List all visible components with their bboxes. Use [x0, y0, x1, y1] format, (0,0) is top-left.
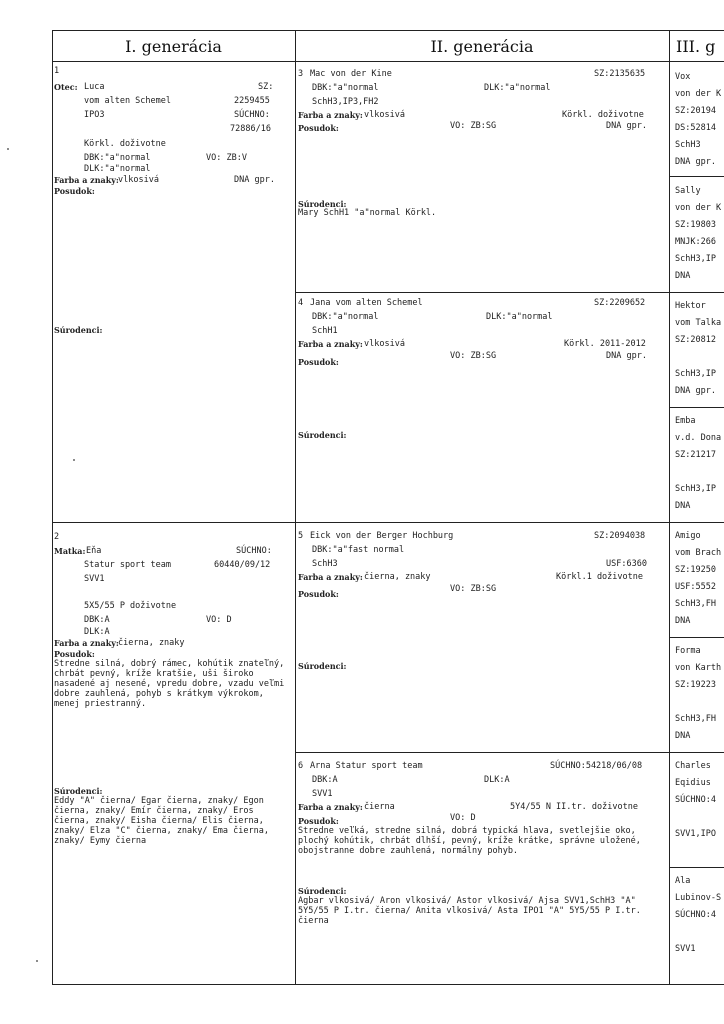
sire-sz: 2259455 — [234, 96, 270, 106]
gen3-dna: DNA — [675, 731, 691, 741]
gen3-kennel: von der K — [675, 89, 722, 99]
dam-surodenci-label: Súrodenci: — [54, 786, 103, 796]
gen3-name: Sally — [675, 186, 701, 196]
gen3-reg: SZ:19223 — [675, 680, 716, 690]
g5-usf: USF:6360 — [606, 559, 647, 569]
dam-posudok-label: Posudok: — [54, 649, 95, 659]
scan-speck — [7, 148, 9, 150]
sire-kennel: vom alten Schemel — [84, 96, 171, 106]
g5-korkl: Körkl.1 doživotne — [556, 572, 643, 582]
g6-code: SVV1 — [312, 789, 333, 799]
dam-posudok: Stredne silná, dobrý rámec, kohútik znateľný, chrbát pevný, kríže kratšie, uši široko nasadené aj nesené, vpredu dobre, vzadu veľmi dobre zauhlená, pohyb s krátkym výkrokom, menej priestranný. — [54, 659, 285, 709]
sire-label: Otec: — [54, 82, 78, 92]
sire-name: Luca — [84, 82, 105, 92]
g4-number: 4 — [298, 298, 304, 308]
g3-vo: VO: ZB:SG — [450, 121, 497, 131]
dam-suchno: 60440/09/12 — [214, 560, 271, 570]
gen3-kennel: vom Talka — [675, 318, 722, 328]
g3-dbk: DBK:"a"normal — [312, 83, 379, 93]
gen3-dna: DNA — [675, 616, 691, 626]
g4-dbk: DBK:"a"normal — [312, 312, 379, 322]
g4-name: Jana vom alten Schemel — [310, 298, 423, 308]
gen2-divider-b — [295, 522, 669, 523]
gen3-name: Amigo — [675, 531, 701, 541]
header-divider — [52, 61, 724, 62]
g3-number: 3 — [298, 69, 304, 79]
gen3-titles: SchH3,IP — [675, 254, 716, 264]
sire-suchno: 72886/16 — [230, 124, 271, 134]
gen3-name: Charles — [675, 761, 711, 771]
column-divider-1 — [295, 30, 296, 985]
gen3-reg2: DS:52814 — [675, 123, 716, 133]
g6-farba-label: Farba a znaky: — [298, 802, 363, 812]
gen3-reg: SZ:19803 — [675, 220, 716, 230]
g5-sz: SZ:2094038 — [594, 531, 646, 541]
dam-farba-label: Farba a znaky: — [54, 638, 119, 648]
g6-suchno: SÚCHNO:54218/06/08 — [550, 761, 643, 771]
g5-name: Eick von der Berger Hochburg — [310, 531, 454, 541]
table-border-left — [52, 30, 53, 985]
g5-farba: čierna, znaky — [364, 572, 431, 582]
gen3-titles: SchH3 — [675, 140, 701, 150]
gen3-reg: SÚCHNO:4 — [675, 795, 716, 805]
g4-farba-label: Farba a znaky: — [298, 339, 363, 349]
gen3-kennel: von der K — [675, 203, 722, 213]
g3-dlk: DLK:"a"normal — [484, 83, 551, 93]
g6-number: 6 — [298, 761, 304, 771]
g6-posudok-label: Posudok: — [298, 816, 339, 826]
gen3-reg: SZ:21217 — [675, 450, 716, 460]
gen1-divider — [52, 522, 295, 523]
gen3-dna: DNA — [675, 501, 691, 511]
g3-farba: vlkosivá — [364, 110, 405, 120]
gen3-kennel: Eqidius — [675, 778, 711, 788]
g4-korkl: Körkl. 2011-2012 — [564, 339, 646, 349]
sire-number: 1 — [54, 66, 60, 76]
sire-korkl: Körkl. doživotne — [84, 139, 166, 149]
gen3-titles: SVV1 — [675, 944, 696, 954]
g6-surodenci: Agbar vlkosivá/ Aron vlkosivá/ Astor vlkosivá/ Ajsa SVV1,SchH3 "A" 5Y5/55 P I.tr. čierna/ Anita vlkosivá/ Asta IPO1 "A" 5Y5/55 P I.tr. čierna — [298, 896, 641, 926]
gen3-kennel: Lubinov-S — [675, 893, 722, 903]
sire-dna: DNA gpr. — [234, 175, 275, 185]
gen3-kennel: von Karth — [675, 663, 722, 673]
g3-korkl: Körkl. doživotne — [562, 110, 644, 120]
g3-farba-label: Farba a znaky: — [298, 110, 363, 120]
g5-dbk: DBK:"a"fast normal — [312, 545, 405, 555]
sire-posudok-label: Posudok: — [54, 186, 95, 196]
sire-vo: VO: ZB:V — [206, 153, 247, 163]
header-gen3: III. g — [676, 36, 716, 56]
gen3-titles: SVV1,IPO — [675, 829, 716, 839]
table-border-bottom — [52, 984, 724, 985]
g6-name: Arna Statur sport team — [310, 761, 423, 771]
g6-posudok: Stredne veľká, stredne silná, dobrá typická hlava, svetlejšie oko, plochý kohútik, chrbát dlhší, pevný, kríže krátke, správne uložené, obojstranne dobre zauhlená, normálny pohyb. — [298, 826, 641, 856]
g5-farba-label: Farba a znaky: — [298, 572, 363, 582]
g3-surodenci-label: Súrodenci: — [298, 199, 347, 209]
g5-surodenci-label: Súrodenci: — [298, 661, 347, 671]
scan-speck — [73, 459, 75, 461]
g4-dna: DNA gpr. — [606, 351, 647, 361]
gen3-reg2: MNJK:266 — [675, 237, 716, 247]
g6-rating: 5Y4/55 N II.tr. doživotne — [510, 802, 638, 812]
gen3-reg: SZ:20194 — [675, 106, 716, 116]
gen2-divider-c — [295, 752, 669, 753]
sire-farba-label: Farba a znaky: — [54, 175, 119, 185]
g4-vo: VO: ZB:SG — [450, 351, 497, 361]
gen3-titles: SchH3,IP — [675, 484, 716, 494]
g4-sz: SZ:2209652 — [594, 298, 646, 308]
gen2-divider-a — [295, 292, 669, 293]
g5-code: SchH3 — [312, 559, 338, 569]
g5-number: 5 — [298, 531, 304, 541]
gen3-column — [671, 62, 724, 984]
sire-code: IPO3 — [84, 110, 105, 120]
g4-farba: vlkosivá — [364, 339, 405, 349]
sire-sz-label: SZ: — [258, 82, 274, 92]
gen3-titles: SchH3,FH — [675, 714, 716, 724]
g3-code: SchH3,IP3,FH2 — [312, 97, 379, 107]
sire-dbk: DBK:"a"normal — [84, 153, 151, 163]
gen3-titles: SchH3,FH — [675, 599, 716, 609]
g4-posudok-label: Posudok: — [298, 357, 339, 367]
dam-name: Eňa — [86, 546, 102, 556]
gen3-reg: SZ:19250 — [675, 565, 716, 575]
sire-surodenci-label: Súrodenci: — [54, 325, 103, 335]
dam-rating: 5X5/55 P doživotne — [84, 601, 177, 611]
g6-vo: VO: D — [450, 813, 476, 823]
column-divider-2 — [669, 30, 670, 985]
dam-dbk: DBK:A — [84, 615, 110, 625]
gen3-name: Forma — [675, 646, 701, 656]
sire-suchno-label: SÚCHNO: — [234, 110, 270, 120]
gen3-reg: SÚCHNO:4 — [675, 910, 716, 920]
g4-dlk: DLK:"a"normal — [486, 312, 553, 322]
dam-kennel: Statur sport team — [84, 560, 171, 570]
gen3-reg: SZ:20812 — [675, 335, 716, 345]
dam-farba: čierna, znaky — [118, 638, 185, 648]
scan-speck — [36, 960, 38, 962]
dam-code: SVV1 — [84, 574, 105, 584]
gen3-dna: DNA — [675, 271, 691, 281]
g3-dna: DNA gpr. — [606, 121, 647, 131]
header-gen1: I. generácia — [125, 36, 222, 56]
gen3-kennel: v.d. Dona — [675, 433, 722, 443]
g5-posudok-label: Posudok: — [298, 589, 339, 599]
dam-number: 2 — [54, 532, 60, 542]
g6-dbk: DBK:A — [312, 775, 338, 785]
gen3-reg2: USF:5552 — [675, 582, 716, 592]
dam-label: Matka: — [54, 546, 86, 556]
g3-surodenci: Mary SchH1 "a"normal Körkl. — [298, 208, 437, 218]
gen3-name: Hektor — [675, 301, 706, 311]
g6-farba: čierna — [364, 802, 395, 812]
header-gen2: II. generácia — [430, 36, 534, 56]
g3-sz: SZ:2135635 — [594, 69, 646, 79]
gen3-name: Ala — [675, 876, 691, 886]
dam-surodenci: Eddy "A" čierna/ Egar čierna, znaky/ Egon čierna, znaky/ Emír čierna, znaky/ Eros čierna, znaky/ Eisha čierna/ Elis čierna, znaky/ Elza "C" čierna, znaky/ Ema čierna, znaky/ Eymy čierna — [54, 796, 269, 846]
dam-vo: VO: D — [206, 615, 232, 625]
g6-surodenci-label: Súrodenci: — [298, 886, 347, 896]
g4-surodenci-label: Súrodenci: — [298, 430, 347, 440]
g3-posudok-label: Posudok: — [298, 123, 339, 133]
gen3-dna: DNA gpr. — [675, 386, 716, 396]
dam-suchno-label: SÚCHNO: — [236, 546, 272, 556]
sire-dlk: DLK:"a"normal — [84, 164, 151, 174]
gen3-name: Emba — [675, 416, 696, 426]
g6-dlk: DLK:A — [484, 775, 510, 785]
dam-dlk: DLK:A — [84, 627, 110, 637]
g4-code: SchH1 — [312, 326, 338, 336]
g5-vo: VO: ZB:SG — [450, 584, 497, 594]
gen3-titles: SchH3,IP — [675, 369, 716, 379]
gen3-dna: DNA gpr. — [675, 157, 716, 167]
sire-farba: vlkosivá — [118, 175, 159, 185]
gen3-name: Vox — [675, 72, 691, 82]
g3-name: Mac von der Kine — [310, 69, 392, 79]
gen3-kennel: vom Brach — [675, 548, 722, 558]
